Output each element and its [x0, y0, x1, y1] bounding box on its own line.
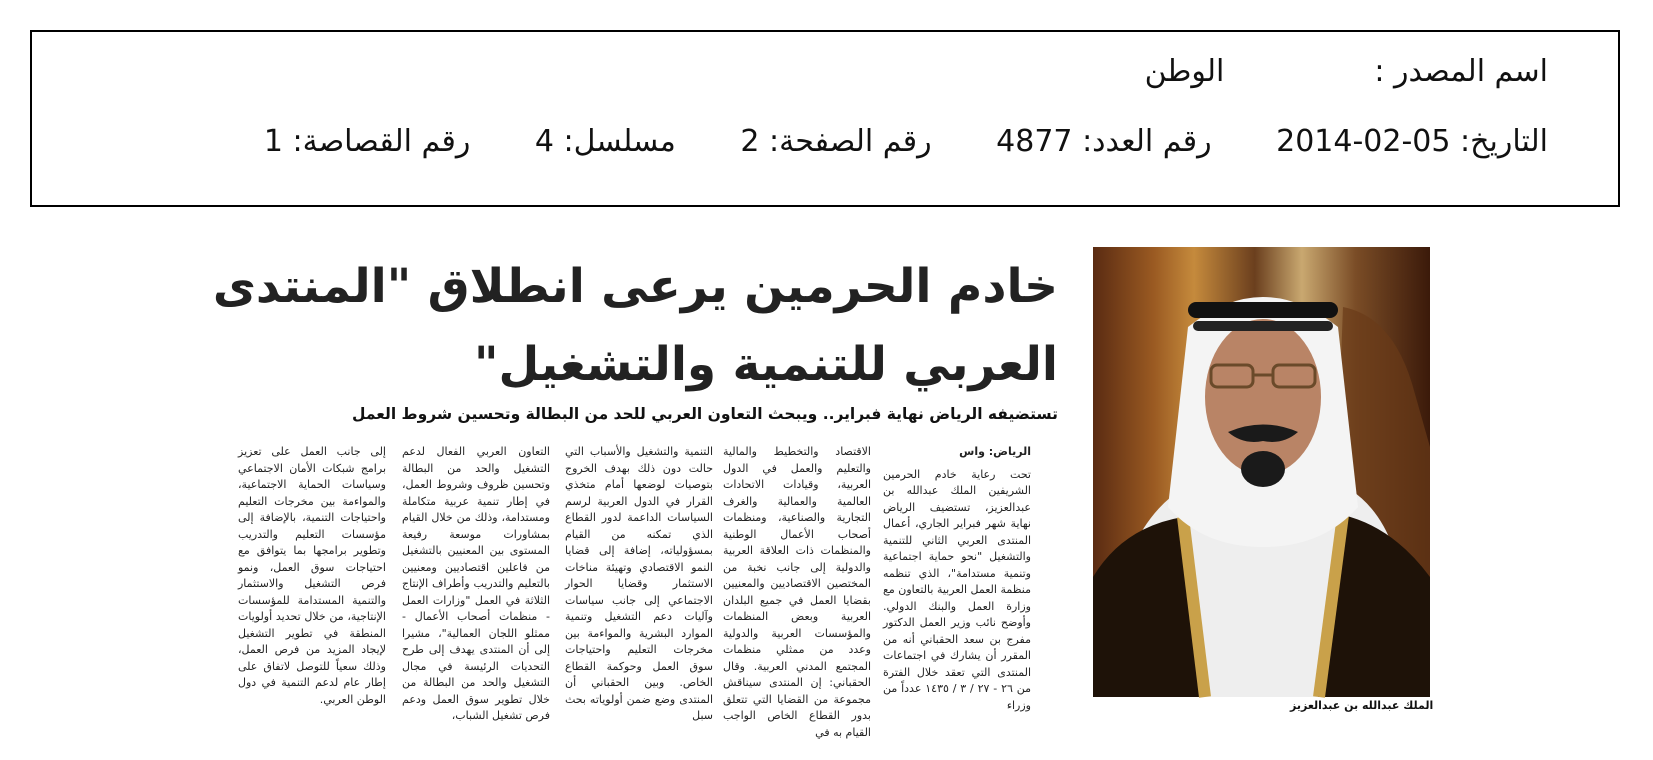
- details-row: [264, 124, 1548, 159]
- source-info-box: [30, 30, 1620, 207]
- article-column-1: [883, 444, 1031, 719]
- article-photo: [1093, 247, 1430, 697]
- source-value: الوطن: [1144, 54, 1225, 89]
- article-column-text: التنمية والتشغيل والأسباب التي حالت دون ذلك بهدف الخروج بتوصيات لوضعها أمام متخذي القرار في الدول العربية لرسم السياسات الداعمة لدور القطاع الذي تمكنه من القيام بمسؤولياته، إضافة إلى قضايا النمو الاقتصادي وتهيئة مناخات الاستثمار وقضايا الحوار الاجتماعي إلى جانب سياسات وآليات دعم التشغيل وتنمية الموارد البشرية والمواءمة بين مخرجات التعليم واحتياجات سوق العمل وحوكمة القطاع الخاص. وبين الحقباني أن المنتدى وضع ضمن أولوياته بحث سبل: [565, 445, 713, 722]
- clip-label: رقم القصاصة:: [292, 124, 471, 159]
- page-value: 2: [740, 124, 760, 159]
- article-column-2: [723, 444, 871, 739]
- article-column-text: إلى جانب العمل على تعزيز برامج شبكات الأمان الاجتماعي وسياسات الحماية الاجتماعية، والمواءمة بين مخرجات التعليم واحتياجات التنمية، بالإضافة إلى مؤسسات التعليم والتدريب وتطوير برامجها بما يتوافق مع احتياجات سوق العمل، ونمو فرص التشغيل والاستثمار والتنمية المستدامة للمؤسسات الإنتاجية، من خلال تحديد أولويات المنطقة في تطوير التشغيل لإيجاد المزيد من فرص العمل، وذلك سعياً للتوصل لاتفاق على إطار عام لدعم التنمية في دول الوطن العربي.: [238, 445, 386, 706]
- clip-value: 1: [263, 124, 283, 159]
- date-value: 2014-02-05: [1276, 124, 1451, 159]
- serial-value: 4: [534, 124, 554, 159]
- issue-value: 4877: [996, 124, 1073, 159]
- article-column-text: التعاون العربي الفعال لدعم التشغيل والحد من البطالة وتحسين ظروف وشروط العمل، في إطار تنمية عربية متكاملة ومستدامة، وذلك من خلال القيام بمشاورات موسعة رفيعة المستوى بين المعنيين بالتشغيل من فاعلين اقتصاديين ومعنيين بالتعليم والتدريب وأطراف الإنتاج الثلاثة في العمل "وزارات العمل - منظمات أصحاب الأعمال - ممثلو اللجان العمالية"، مشيرا إلى أن المنتدى يهدف إلى طرح التحديات الرئيسة في مجال التشغيل والحد من البطالة من خلال تطوير سوق العمل ودعم فرص تشغيل الشباب،: [402, 445, 550, 722]
- source-label: اسم المصدر :: [1374, 54, 1548, 89]
- source-row: [1145, 54, 1548, 89]
- article-column-3: [565, 444, 713, 722]
- article-column-text: الاقتصاد والتخطيط والمالية والتعليم والعمل في الدول العربية، وقيادات الاتحادات العالمية والعمالية والغرف التجارية والصناعية، ومنظمات أصحاب الأعمال الوطنية والمنظمات ذات العلاقة العربية والدولية إلى جانب نخبة من المختصين الاقتصاديين والمعنيين بقضايا العمل في جميع البلدان العربية وبعض المنظمات والمؤسسات العربية والدولية وعدد من ممثلي منظمات المجتمع المدني العربية. وقال الحقباني: إن المنتدى سيناقش مجموعة من القضايا التي تتعلق بدور القطاع الخاص الواجب القيام به في: [723, 445, 871, 739]
- article-subheadline: تستضيفه الرياض نهاية فبراير.. ويبحث التعاون العربي للحد من البطالة وتحسين شروط العمل: [352, 405, 1058, 423]
- article-headline: خادم الحرمين يرعى انطلاق "المنتدى العربي للتنمية والتشغيل": [212, 259, 1058, 392]
- article-column-5: [238, 444, 386, 719]
- serial-label: مسلسل:: [563, 124, 676, 159]
- page-label: رقم الصفحة:: [769, 124, 932, 159]
- article-column-4: [402, 444, 550, 722]
- issue-label: رقم العدد:: [1082, 124, 1212, 159]
- date-label: التاريخ:: [1460, 124, 1548, 159]
- portrait-illustration: [1093, 247, 1430, 697]
- photo-caption: الملك عبدالله بن عبدالعزيز: [1290, 699, 1434, 712]
- article-dateline: الرياض: واس: [959, 445, 1031, 458]
- article-column-text: تحت رعاية خادم الحرمين الشريفين الملك عبدالله بن عبدالعزيز، تستضيف الرياض نهاية شهر فبراير الجاري، أعمال المنتدى العربي الثاني للتنمية والتشغيل "نحو حماية اجتماعية وتنمية مستدامة"، الذي تنظمه منظمة العمل العربية بالتعاون مع وزارة العمل والبنك الدولي. وأوضح نائب وزير العمل الدكتور مفرج بن سعد الحقباني أنه من المقرر أن يشارك في اجتماعات المنتدى التي تعقد خلال الفترة من ٢٦ - ٢٧ / ٣ / ١٤٣٥ عدداً من وزراء: [883, 467, 1032, 712]
